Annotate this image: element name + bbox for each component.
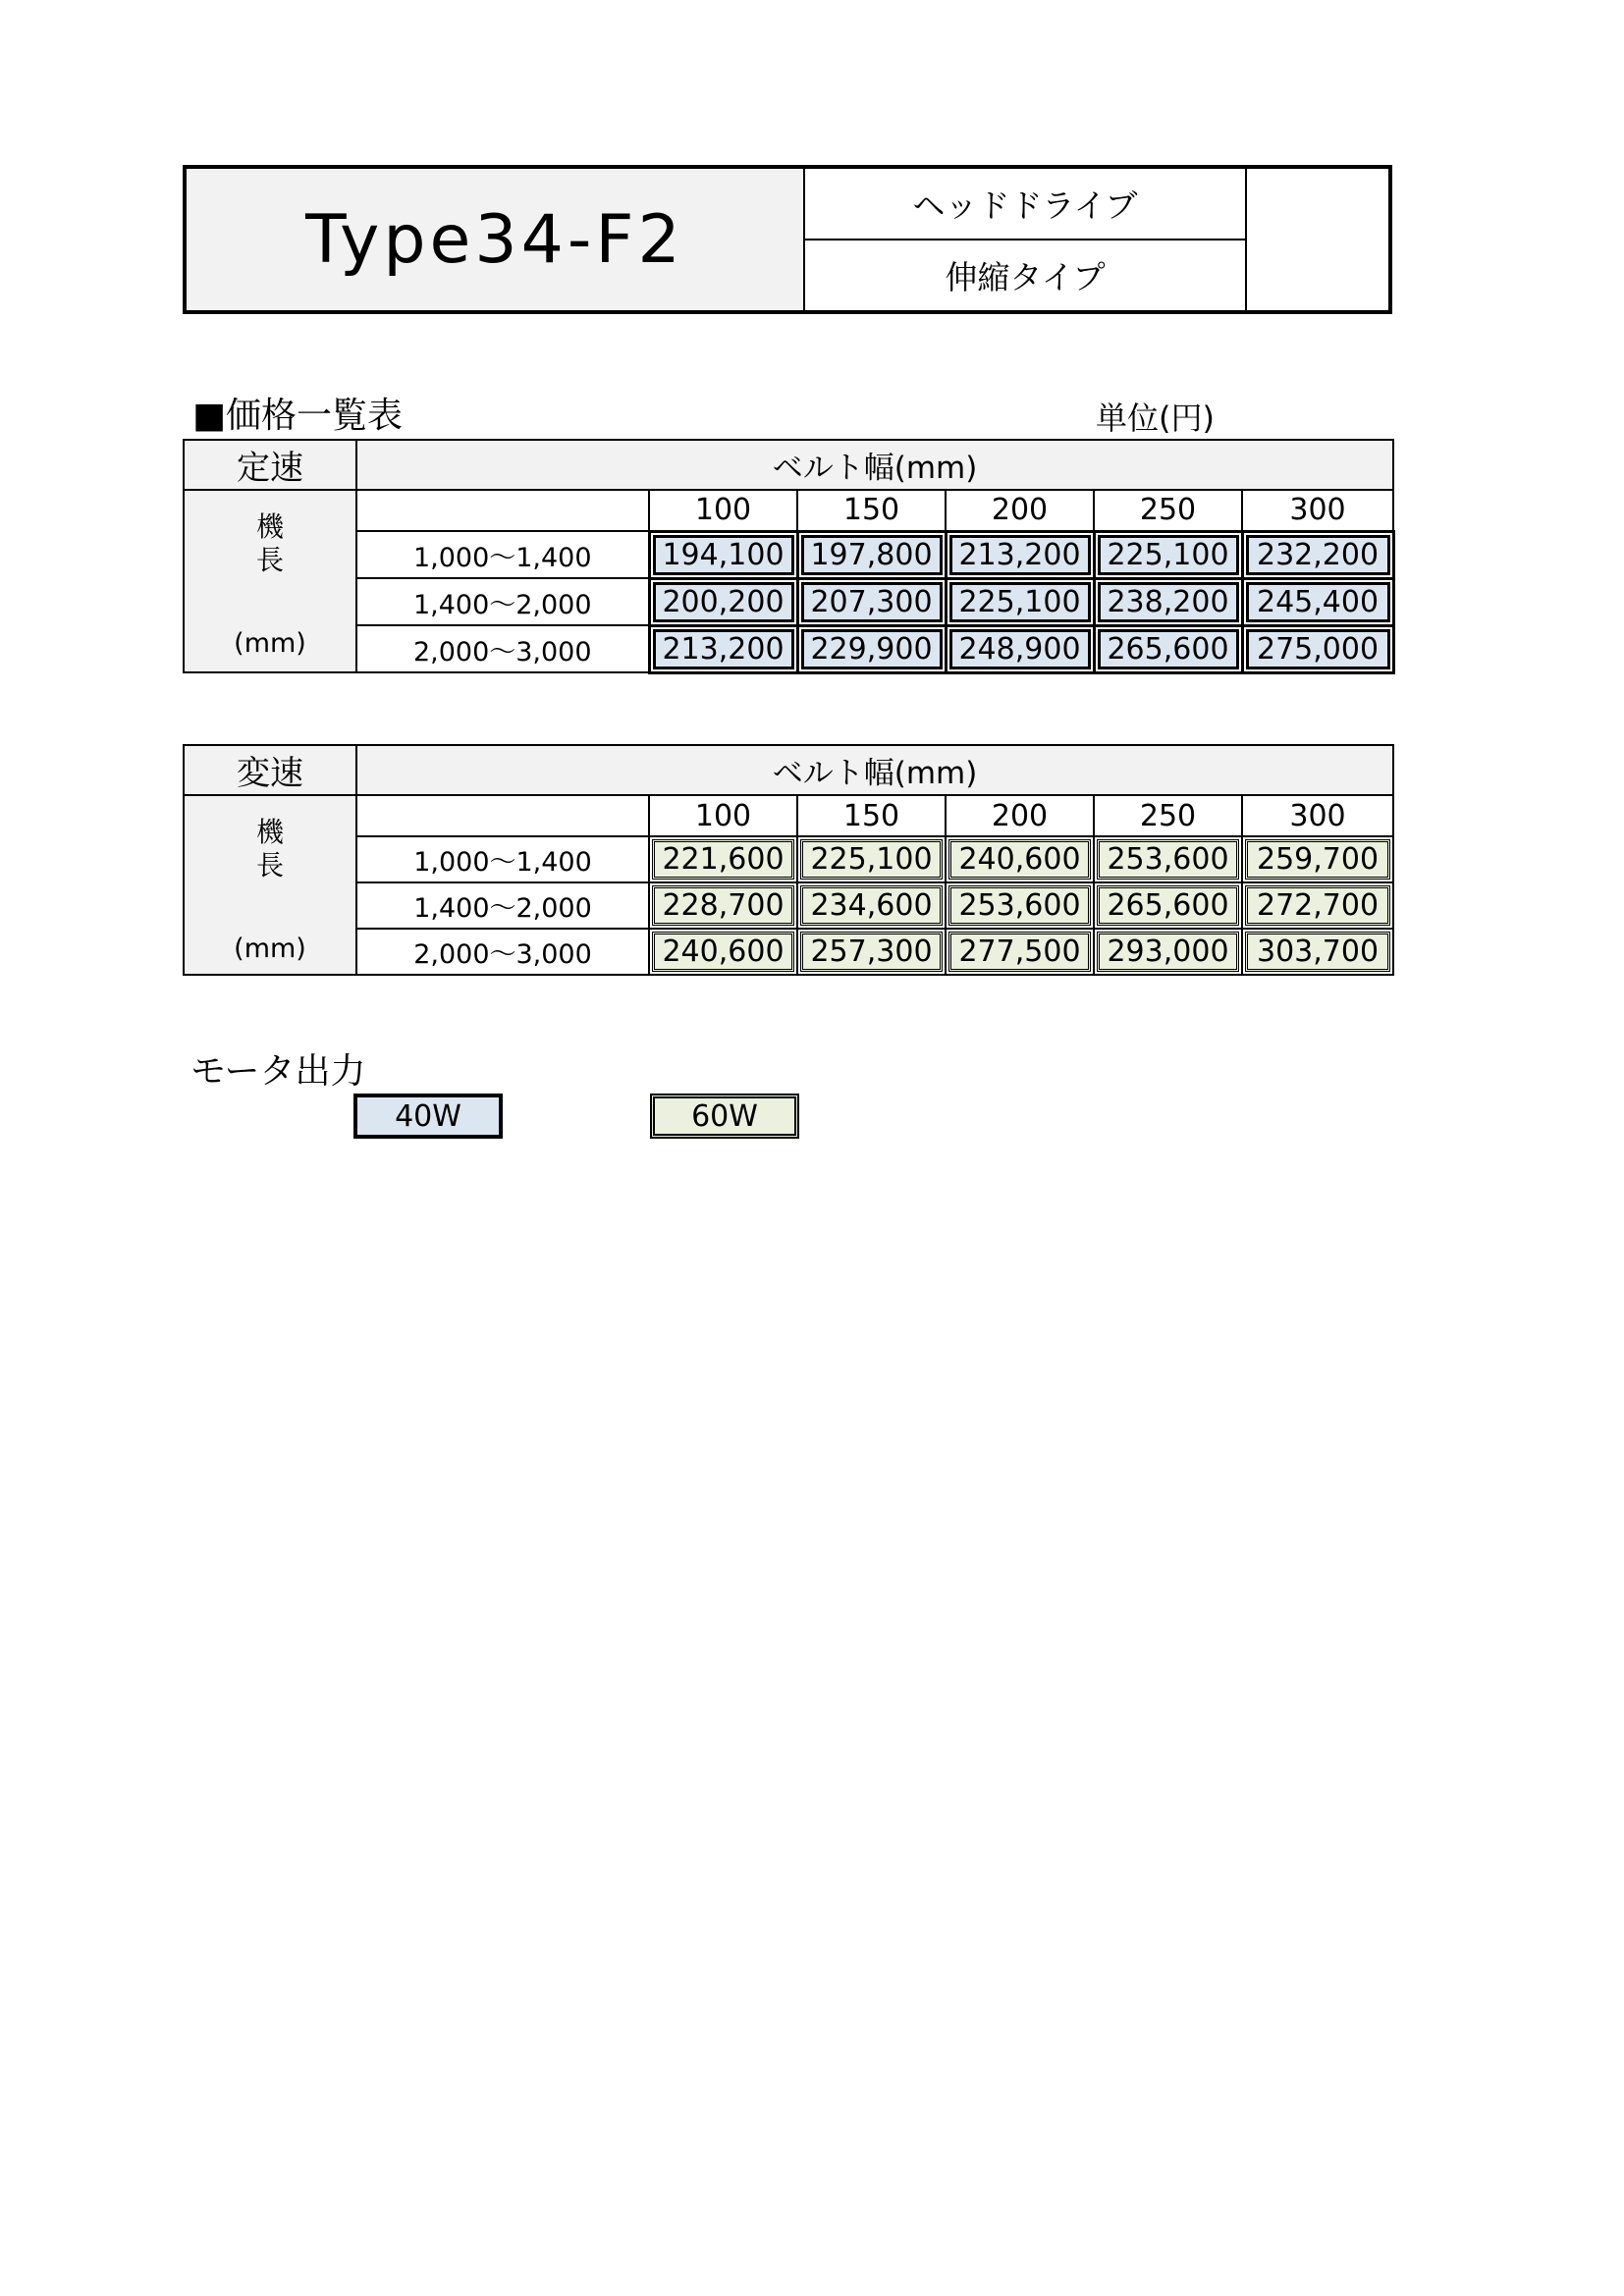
price-cell: 265,600 xyxy=(1098,629,1239,669)
price-cell: 275,000 xyxy=(1246,629,1390,669)
speed-type-label: 定速 xyxy=(184,440,356,490)
belt-width-header: ベルト幅(mm) xyxy=(356,745,1393,795)
belt-width-150: 150 xyxy=(797,795,946,836)
price-cell: 228,700 xyxy=(652,885,794,926)
price-cell: 229,900 xyxy=(801,629,943,669)
speed-type-label: 変速 xyxy=(184,745,356,795)
belt-width-200: 200 xyxy=(946,490,1094,531)
price-cell: 265,600 xyxy=(1097,885,1239,926)
product-title: Type34-F2 xyxy=(187,169,805,310)
table-row xyxy=(184,531,1393,578)
price-cell: 253,600 xyxy=(948,885,1091,926)
price-cell: 221,600 xyxy=(652,839,794,880)
table-row xyxy=(184,836,1393,882)
side-label-unit: (mm) xyxy=(234,934,306,964)
price-cell: 200,200 xyxy=(653,582,794,622)
belt-width-300: 300 xyxy=(1242,795,1393,836)
price-cell: 225,100 xyxy=(1098,535,1239,575)
price-cell: 240,600 xyxy=(652,932,794,972)
price-cell: 248,900 xyxy=(949,629,1091,669)
body-type-cell: 伸縮タイプ xyxy=(945,258,1106,296)
price-cell: 238,200 xyxy=(1098,582,1239,622)
blank-header-cell xyxy=(356,490,649,531)
machine-length-range: 1,400～2,000 xyxy=(356,578,649,625)
motor-output-heading: モータ出力 xyxy=(190,1051,366,1092)
table-row xyxy=(184,929,1393,975)
belt-width-150: 150 xyxy=(797,490,946,531)
price-cell: 225,100 xyxy=(800,839,943,880)
legend-60w-swatch: 60W xyxy=(650,1094,799,1139)
side-label-kanji-1: 機 xyxy=(255,510,284,543)
price-cell: 277,500 xyxy=(948,932,1091,972)
table-row xyxy=(184,882,1393,929)
price-cell: 225,100 xyxy=(949,582,1091,622)
price-cell: 207,300 xyxy=(801,582,943,622)
variable-speed-price-table xyxy=(183,744,1394,976)
side-label-unit: (mm) xyxy=(234,628,306,659)
side-label-kanji-2: 長 xyxy=(255,544,284,576)
side-label-kanji-2: 長 xyxy=(255,849,284,881)
drive-type-cell: ヘッドドライブ xyxy=(805,169,1245,240)
price-list-heading: ■価格一覧表 xyxy=(192,396,404,436)
machine-length-range: 1,000～1,400 xyxy=(356,836,649,882)
price-cell: 197,800 xyxy=(801,535,943,575)
constant-speed-price-table xyxy=(183,439,1395,674)
price-cell: 272,700 xyxy=(1245,885,1390,926)
belt-width-100: 100 xyxy=(649,795,797,836)
price-cell: 194,100 xyxy=(653,535,794,575)
machine-length-label xyxy=(184,490,356,672)
table-row xyxy=(184,578,1393,625)
belt-width-250: 250 xyxy=(1094,795,1242,836)
belt-width-header: ベルト幅(mm) xyxy=(356,440,1393,490)
price-cell: 234,600 xyxy=(800,885,943,926)
side-label-kanji-1: 機 xyxy=(255,816,284,848)
machine-length-label xyxy=(184,795,356,975)
belt-width-250: 250 xyxy=(1094,490,1242,531)
blank-cell xyxy=(1247,169,1388,310)
machine-length-range: 2,000～3,000 xyxy=(356,929,649,975)
belt-width-200: 200 xyxy=(946,795,1094,836)
price-cell: 257,300 xyxy=(800,932,943,972)
machine-length-range: 1,400～2,000 xyxy=(356,882,649,929)
price-cell: 213,200 xyxy=(949,535,1091,575)
currency-unit-label: 単位(円) xyxy=(1096,400,1215,437)
belt-width-100: 100 xyxy=(649,490,797,531)
price-cell: 303,700 xyxy=(1245,932,1390,972)
price-cell: 240,600 xyxy=(948,839,1091,880)
table-row xyxy=(184,625,1393,672)
legend-40w-swatch: 40W xyxy=(353,1094,503,1139)
price-cell: 245,400 xyxy=(1246,582,1390,622)
price-cell: 259,700 xyxy=(1245,839,1390,880)
price-cell: 213,200 xyxy=(653,629,794,669)
product-type-cells xyxy=(805,169,1247,310)
price-cell: 232,200 xyxy=(1246,535,1390,575)
price-cell: 253,600 xyxy=(1097,839,1239,880)
machine-length-range: 1,000～1,400 xyxy=(356,531,649,578)
blank-header-cell xyxy=(356,795,649,836)
belt-width-300: 300 xyxy=(1242,490,1393,531)
price-cell: 293,000 xyxy=(1097,932,1239,972)
machine-length-range: 2,000～3,000 xyxy=(356,625,649,672)
product-header-box xyxy=(183,165,1392,314)
